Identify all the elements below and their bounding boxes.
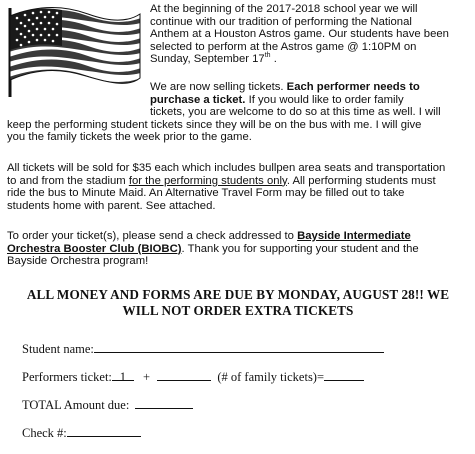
- tickets-paragraph: [150, 81, 472, 106]
- check-number-label: Check #:: [22, 426, 67, 440]
- total-amount-field[interactable]: [22, 398, 193, 413]
- family-tickets-label: (# of family tickets)=: [217, 370, 325, 384]
- intro-line-1: At the beginning of the 2017-2018 school year we will: [150, 3, 418, 15]
- intro-line-2: continue with our tradition of performing the National: [150, 15, 412, 28]
- notice-line-1: ALL MONEY AND FORMS ARE DUE BY MONDAY, AUGUST 28!! WE: [26, 287, 450, 302]
- student-name-blank[interactable]: [94, 342, 384, 353]
- total-amount-blank[interactable]: [135, 398, 193, 409]
- total-amount-label: TOTAL Amount due:: [22, 398, 130, 412]
- intro-line-3: Anthem at a Houston Astros game. Our students have been: [150, 28, 449, 41]
- tickets-line-5: you the family tickets the week prior to the game.: [7, 131, 252, 144]
- order-line-3: Bayside Orchestra program!: [7, 255, 149, 268]
- performers-ticket-value: 1: [119, 370, 127, 384]
- order-paragraph: [7, 230, 473, 268]
- price-line-4: students home with parent. See attached.: [7, 199, 216, 212]
- tickets-line-4: keep the performing student tickets since they will be on the bus with me. I will give: [7, 118, 422, 131]
- tickets-line-3: tickets, you are welcome to do so at this time as well. I will: [150, 106, 441, 118]
- student-name-label: Student name:: [22, 342, 94, 356]
- intro-paragraph: [150, 3, 472, 66]
- tickets-paragraph-cont: [7, 106, 473, 144]
- family-total-blank[interactable]: [324, 370, 364, 381]
- order-line-1: To order your ticket(s), please send a check addressed to Bayside Intermediate: [7, 230, 411, 242]
- check-number-blank[interactable]: [67, 426, 141, 437]
- tickets-line-2: purchase a ticket. If you would like to order family: [150, 93, 404, 106]
- plus-sign: +: [143, 370, 151, 384]
- price-line-1: All tickets will be sold for $35 each which includes bullpen area seats and transportation: [7, 162, 446, 174]
- price-line-2: to and from the stadium for the performing students only. All performing students must: [7, 174, 436, 187]
- check-number-field[interactable]: [22, 426, 141, 441]
- performers-ticket-blank[interactable]: [112, 370, 134, 384]
- price-paragraph: [7, 162, 473, 212]
- performers-ticket-label: Performers ticket:: [22, 370, 112, 384]
- notice-line-2: WILL NOT ORDER EXTRA TICKETS: [122, 302, 354, 318]
- family-tickets-blank[interactable]: [157, 370, 211, 381]
- order-line-2: Orchestra Booster Club (BIOBC). Thank you for supporting your student and the: [7, 242, 419, 255]
- price-line-3: ride the bus to Minute Maid. An Alternative Travel Form may be filled out to take: [7, 187, 405, 200]
- due-date-notice: [8, 287, 468, 318]
- american-flag-icon: [6, 2, 144, 98]
- intro-line-5: Sunday, September 17th .: [150, 52, 277, 66]
- tickets-line-1: We are now selling tickets. Each performer needs to: [150, 81, 420, 93]
- intro-line-4: selected to perform at the Astros game @ 1:10PM on: [150, 40, 417, 53]
- performers-ticket-field[interactable]: [22, 370, 364, 385]
- student-name-field[interactable]: [22, 342, 384, 357]
